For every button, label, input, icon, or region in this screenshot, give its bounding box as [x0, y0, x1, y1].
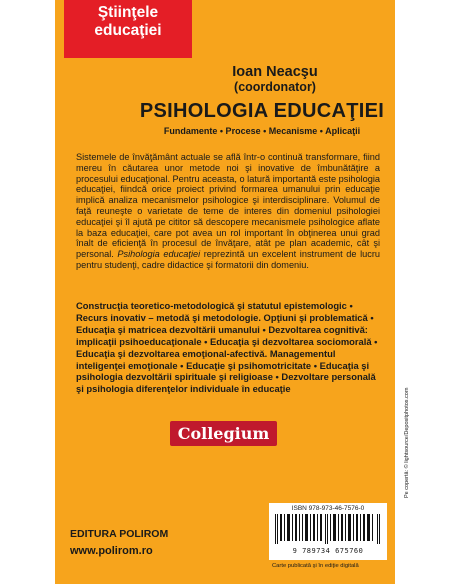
book-subtitle: Fundamente • Procese • Mecanisme • Aplicaţii: [163, 126, 361, 136]
author-name: Ioan Neacşu: [232, 64, 318, 80]
description: [76, 152, 380, 271]
author-role: (coordonator): [234, 80, 316, 94]
series-tag: [64, 0, 192, 58]
book-title: PSIHOLOGIA EDUCAŢIEI: [139, 100, 385, 122]
topics-list: Construcţia teoretico-metodologică şi statutul epistemologic • Recurs inovativ – metodă şi metodologie. Opţiuni şi problematică • Educaţia şi matricea dezvoltării umanului • Dezvoltarea cognitivă: implicaţii psihoeducaţionale • Educaţia şi dezvoltarea sociomorală • Educaţia şi dezvoltarea emoţional-afectivă. Managementul inteligenţei emoţionale • Educaţie şi psihomotricitate • Educaţia şi psihologia dezvoltării spirituale şi religioase • Dezvoltare personală şi psihologia diferenţelor individuale în educaţie: [76, 300, 378, 395]
series-tag-line2: educaţiei: [94, 22, 162, 39]
collection-logo: Collegium: [170, 421, 277, 446]
digital-edition-note: Carte publicată şi în ediţie digitală: [272, 563, 359, 569]
barcode: [273, 514, 383, 544]
photo-credit: Pe copertă: © lightsource/Depositphotos.com: [404, 387, 410, 498]
description-text-2: reprezintă un excelent instrument de lucru pentru studenţi, cadre didactice şi formatorii din domeniu.: [76, 249, 380, 270]
isbn: ISBN 978-973-46-7576-0: [291, 505, 365, 512]
series-tag-line1: Ştiinţele: [97, 4, 159, 21]
barcode-number: 9 789734 675760: [292, 547, 364, 555]
description-text-1: Sistemele de învăţământ actuale se află într-o continuă transformare, fiind mereu în căutarea unor metode noi şi inovative de îmbunătăţire a procesului educaţional. Pentru aceasta, o latură importantă este psihologia educaţiei, fiindcă orice proiect privind formarea umanului prin educaţie implică analiza mecanismelor psihologice şi interdisciplinare. Volumul de faţă reuneşte o varietate de teme de interes din domeniul psihologiei educaţiei şi îl ajută pe cititor să descopere mecanismele psihologice aflate la baza educaţiei, care pot avea un rol important în obţinerea unui grad înalt de eficienţă în procesul de învăţare, atât pe plan academic, cât şi personal.: [76, 152, 380, 260]
publisher-name: EDITURA POLIROM: [70, 528, 169, 540]
publisher-website[interactable]: www.polirom.ro: [70, 545, 153, 557]
description-italic-title: Psihologia educaţiei: [117, 249, 201, 260]
